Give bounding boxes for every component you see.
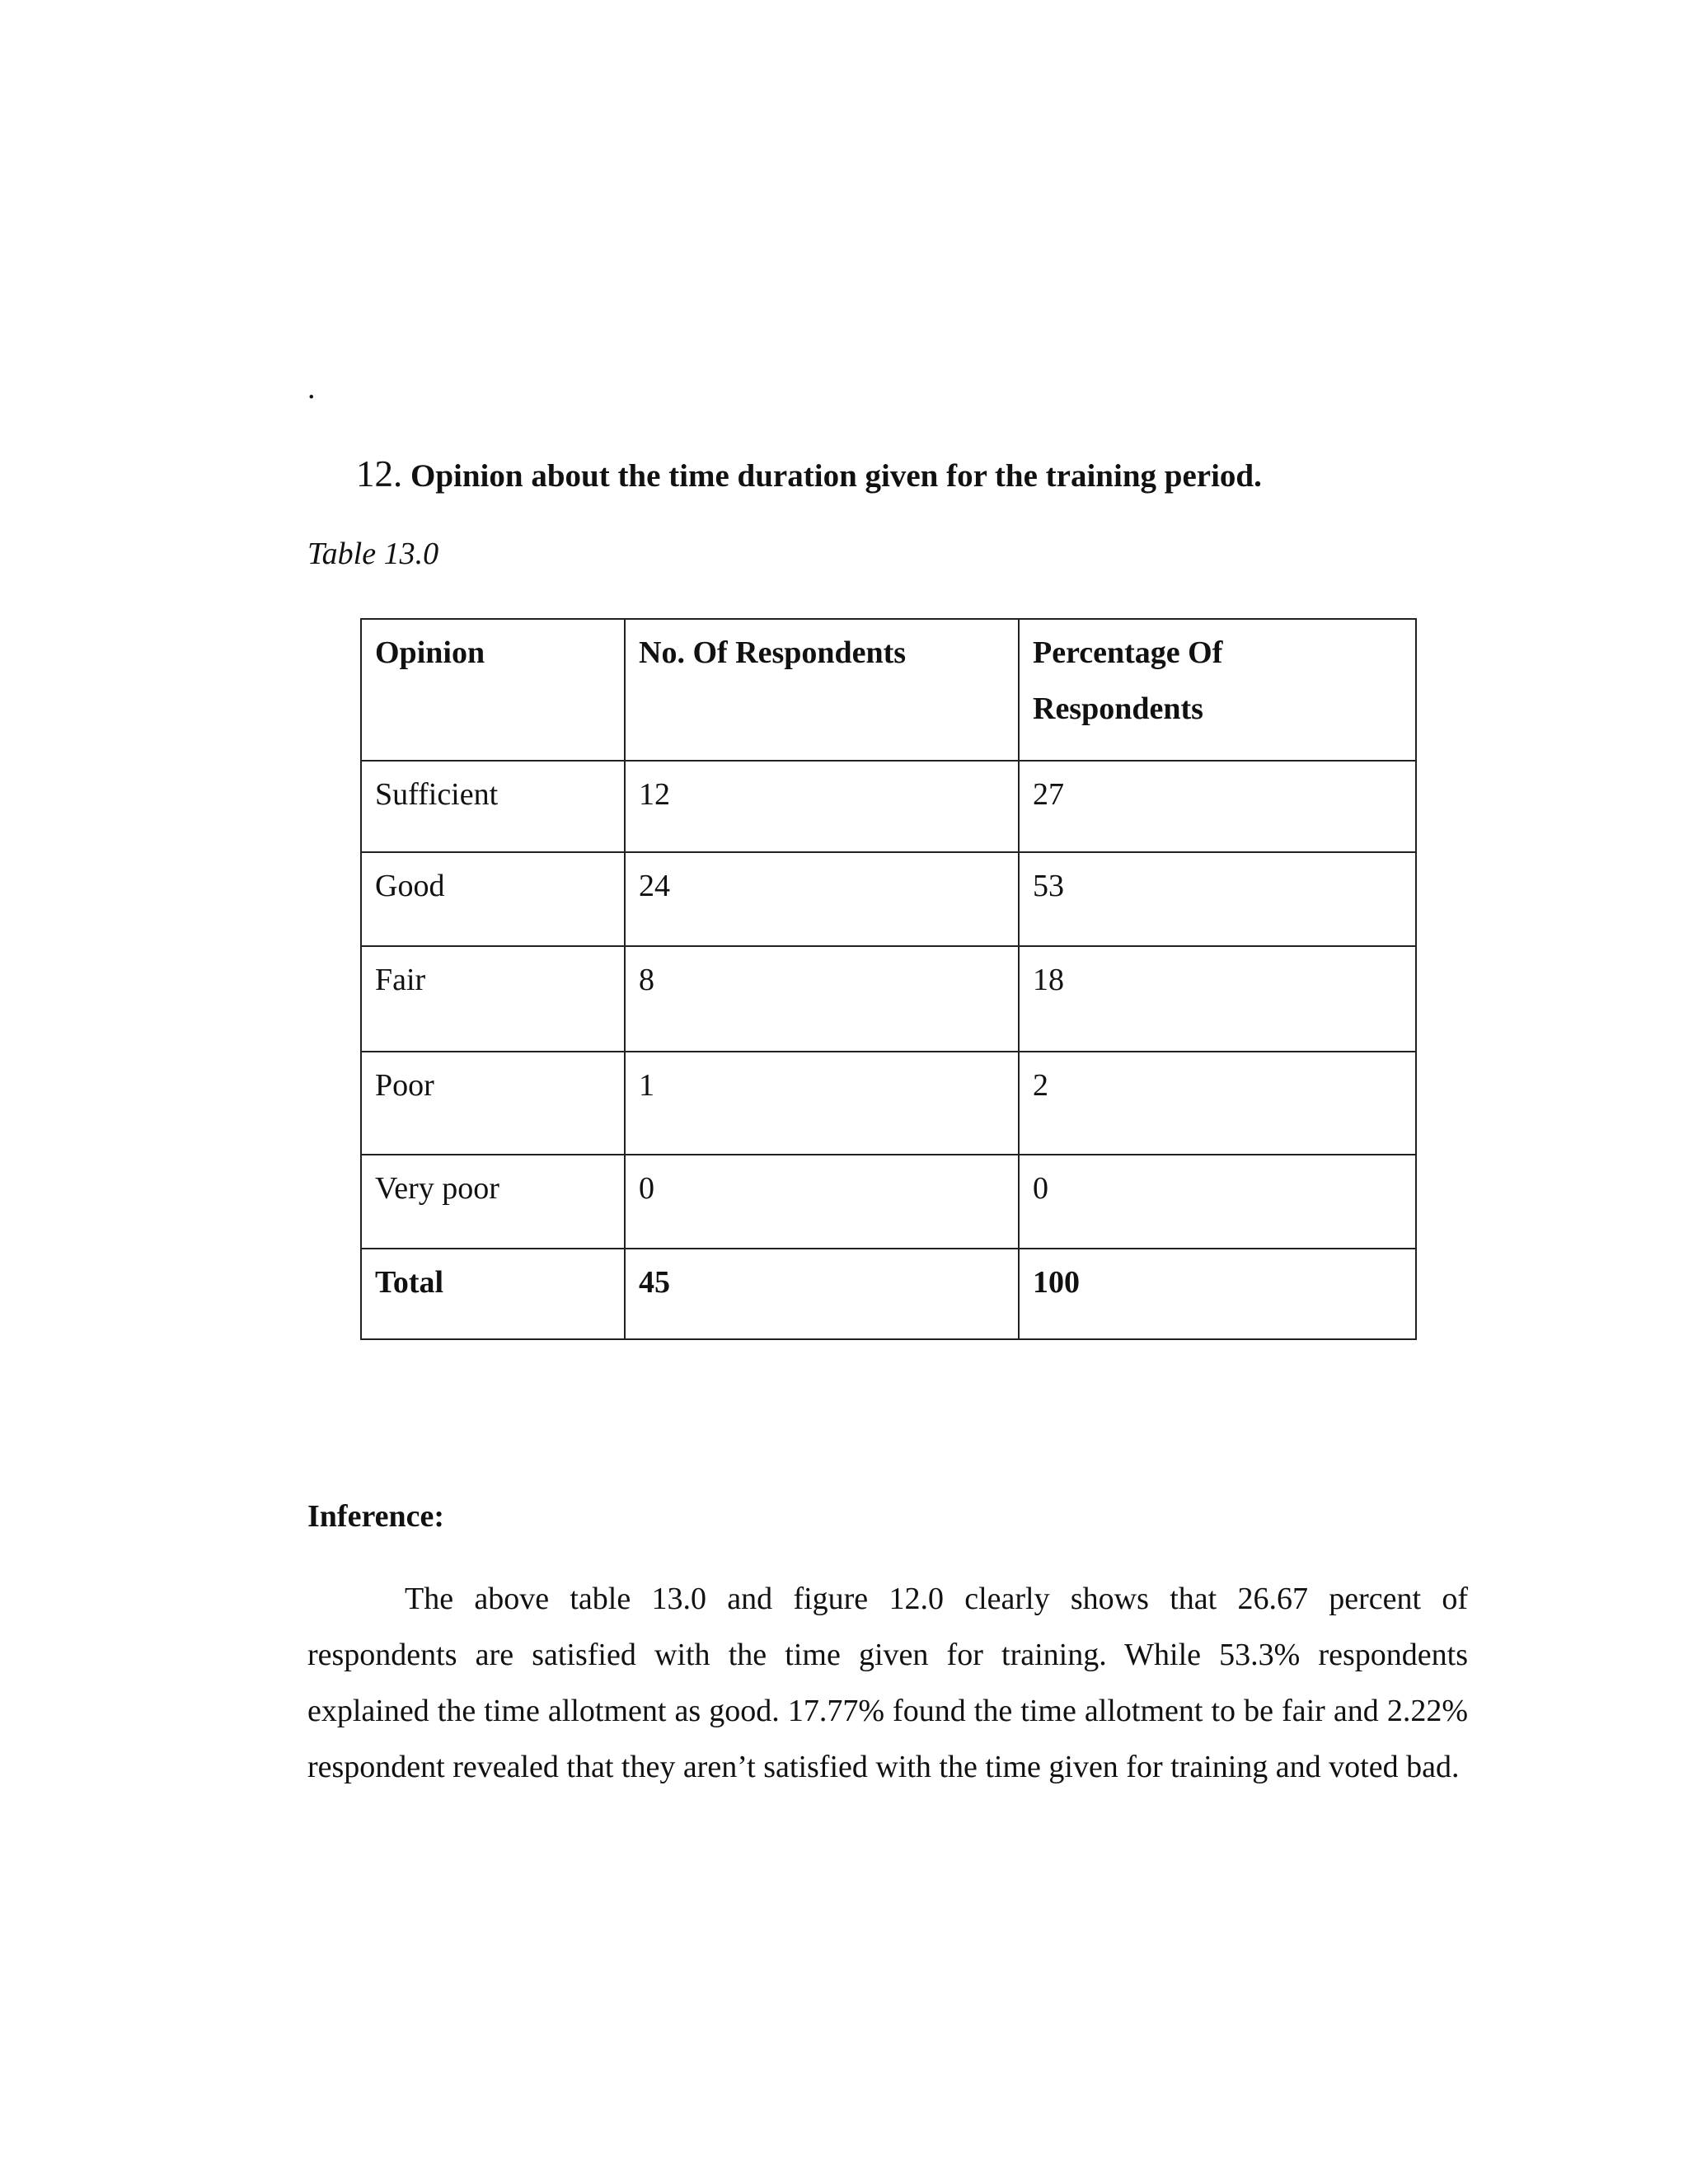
total-label: Total [361, 1249, 625, 1339]
total-percent: 100 [1019, 1249, 1416, 1339]
cell-opinion: Very poor [361, 1155, 625, 1249]
cell-count: 12 [625, 761, 1019, 852]
header-percent-line2: Respondents [1033, 691, 1203, 726]
table-row [361, 946, 1416, 1052]
cell-opinion: Poor [361, 1052, 625, 1155]
header-percent-word1: Percentage [1033, 635, 1180, 670]
inference-paragraph: The above table 13.0 and figure 12.0 clearly shows that 26.67 percent of respondents are satisfied with the time given for training. While 53.3% respondents explained the time allotment as good. 17.77% found the time allotment to be fair and 2.22% respondent revealed that they aren’t satisfied with the time given for training and voted bad. [307, 1582, 1468, 1784]
section-title: Opinion about the time duration given for the training period. [402, 458, 1262, 494]
cell-percent: 2 [1019, 1052, 1416, 1155]
section-number: 12. [356, 453, 403, 494]
header-opinion: Opinion [361, 619, 625, 761]
cell-percent: 18 [1019, 946, 1416, 1052]
header-percent-word2: Of [1188, 635, 1223, 670]
table-row [361, 761, 1416, 852]
cell-percent: 53 [1019, 852, 1416, 946]
table-row [361, 1052, 1416, 1155]
header-count: No. Of Respondents [625, 619, 1019, 761]
stray-dot: . [307, 371, 316, 405]
cell-opinion: Sufficient [361, 761, 625, 852]
total-count: 45 [625, 1249, 1019, 1339]
cell-percent: 0 [1019, 1155, 1416, 1249]
cell-count: 1 [625, 1052, 1019, 1155]
table-row [361, 1155, 1416, 1249]
table-caption: Table 13.0 [307, 537, 439, 571]
cell-opinion: Fair [361, 946, 625, 1052]
cell-count: 8 [625, 946, 1019, 1052]
inference-heading: Inference: [307, 1499, 445, 1534]
table-header-row [361, 619, 1416, 761]
section-heading [356, 452, 1262, 496]
cell-opinion: Good [361, 852, 625, 946]
cell-count: 24 [625, 852, 1019, 946]
table-row [361, 852, 1416, 946]
header-percent [1019, 619, 1416, 761]
cell-percent: 27 [1019, 761, 1416, 852]
header-percent-line1 [1033, 625, 1402, 681]
opinion-table [360, 618, 1417, 1340]
table-total-row [361, 1249, 1416, 1339]
cell-count: 0 [625, 1155, 1019, 1249]
